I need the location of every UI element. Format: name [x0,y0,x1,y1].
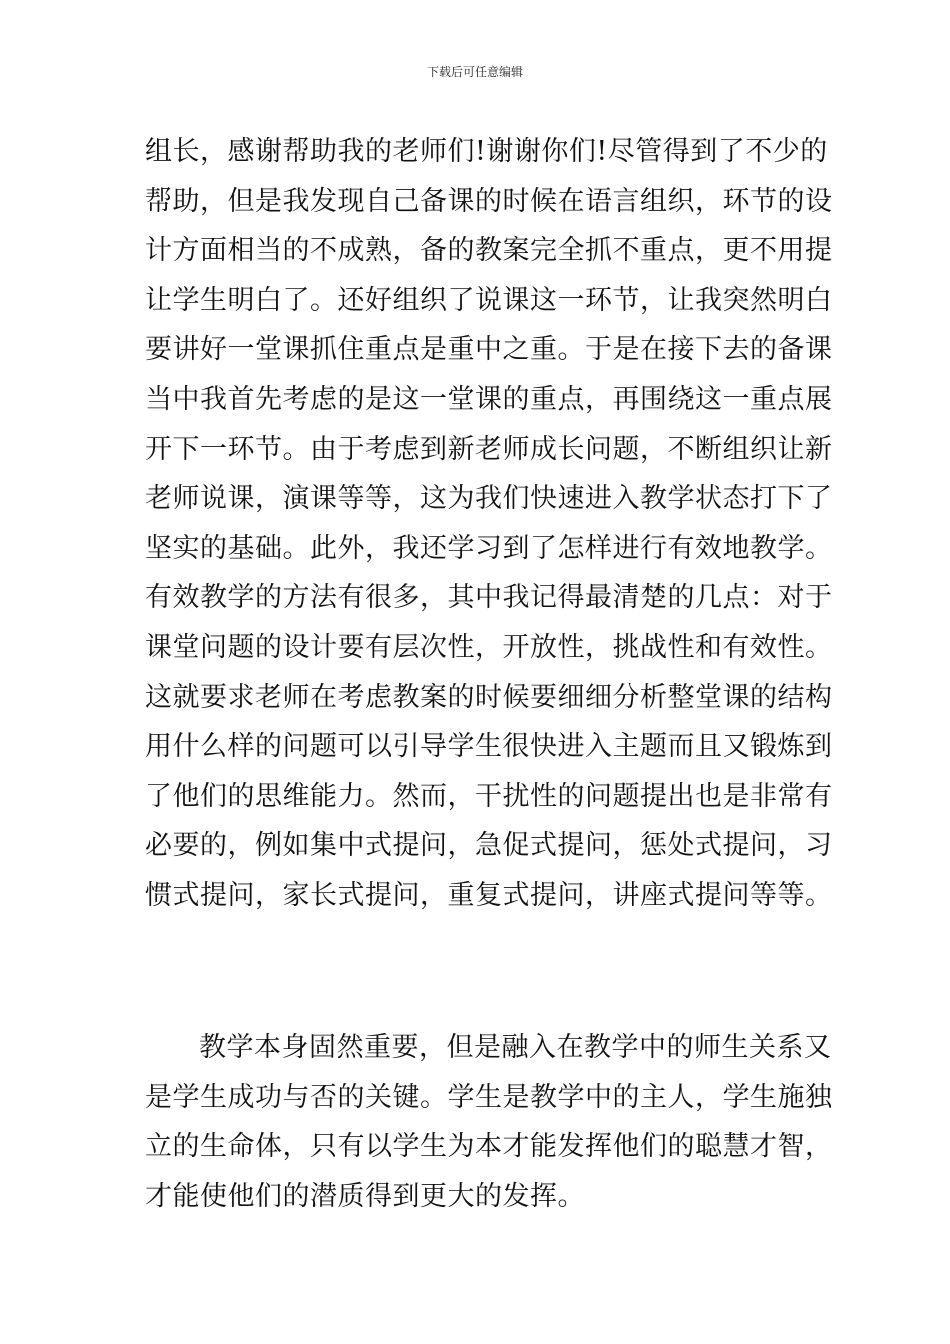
paragraph-2 [145,1023,833,1221]
text-line: 让学生明白了。还好组织了说课这一环节，让我突然明白 [145,284,833,316]
page-header-note: 下载后可任意编辑 [426,65,523,79]
text-line: 必要的，例如集中式提问，急促式提问，惩处式提问，习 [145,830,833,862]
text-line: 当中我首先考虑的是这一堂课的重点，再围绕这一重点展 [145,383,833,415]
text-line: 了他们的思维能力。然而，干扰性的问题提出也是非常有 [145,780,833,812]
text-line: 课堂问题的设计要有层次性，开放性，挑战性和有效性。 [145,631,833,663]
text-line: 是学生成功与否的关键。学生是教学中的主人，学生施独 [145,1081,833,1113]
text-line: 惯式提问，家长式提问，重复式提问，讲座式提问等等。 [145,879,833,911]
text-line: 帮助，但是我发现自己备课的时候在语言组织，环节的设 [145,185,833,217]
text-line: 要讲好一堂课抓住重点是重中之重。于是在接下去的备课 [145,334,833,366]
text-line: 老师说课，演课等等，这为我们快速进入教学状态打下了 [145,483,833,515]
text-line: 开下一环节。由于考虑到新老师成长问题，不断组织让新 [145,433,833,465]
text-line: 坚实的基础。此外，我还学习到了怎样进行有效地教学。 [145,532,833,564]
text-line: 有效教学的方法有很多，其中我记得最清楚的几点：对于 [145,582,833,614]
text-line: 计方面相当的不成熟，备的教案完全抓不重点，更不用提 [145,235,833,267]
text-line: 组长，感谢帮助我的老师们!谢谢你们!尽管得到了不少的 [145,136,828,167]
text-line: 立的生命体，只有以学生为本才能发挥他们的聪慧才智， [145,1131,833,1163]
text-line: 用什么样的问题可以引导学生很快进入主题而且又锻炼到 [145,731,833,763]
text-line: 这就要求老师在考虑教案的时候要细细分析整堂课的结构 [145,681,833,713]
text-line: 才能使他们的潜质得到更大的发挥。 [145,1180,585,1212]
text-line-indented: 教学本身固然重要，但是融入在教学中的师生关系又 [199,1032,832,1063]
paragraph-1 [145,127,833,921]
